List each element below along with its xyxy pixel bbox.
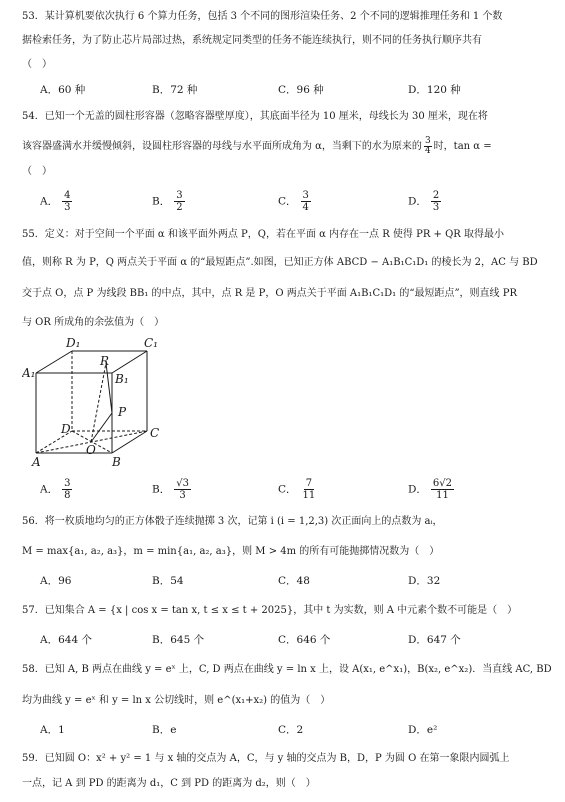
q56-option-a: A．96 xyxy=(40,575,72,587)
label-d: D xyxy=(61,422,71,436)
q53-option-c: C．96 种 xyxy=(278,84,324,96)
q54-text-line1: 54．已知一个无盖的圆柱形容器（忽略容器壁厚度），其底面半径为 10 厘米，母线长为 30 厘米，现在将 xyxy=(22,111,488,122)
q58-option-d: D．e² xyxy=(408,724,438,736)
label-c: C xyxy=(150,426,160,440)
label-r: R xyxy=(100,354,110,368)
q54-option-b: B． $\frac{3}{2}$ xyxy=(152,190,183,213)
q55-option-d: D． $\frac{6√2}{11}$ xyxy=(408,478,453,501)
label-b1: B₁ xyxy=(115,372,129,386)
q57-text-line1: 57．已知集合 A = {x | cos x = tan x, t ≤ x ≤ t + 2025}，其中 t 为实数，则 A 中元素个数不可能是（ ） xyxy=(22,605,518,616)
q58-option-c: C．2 xyxy=(278,724,304,736)
q58-option-a: A．1 xyxy=(40,724,65,736)
q54-line2-part1: 该容器盛满水并缓慢倾斜，设圆柱形容器的母线与水平面所成角为 α，当剩下的水为原来的 xyxy=(22,141,422,152)
q56-option-d: D．32 xyxy=(408,575,441,587)
segment-po xyxy=(91,413,112,442)
q56-text-line2: M = max{a₁, a₂, a₃}，m = min{a₁, a₂, a₃}，则 M > 4m 的所有可能抛掷情况数为（ ） xyxy=(22,546,440,557)
label-a: A xyxy=(32,455,41,469)
q53-option-b: B．72 种 xyxy=(152,84,198,96)
q53-option-d: D．120 种 xyxy=(408,84,461,96)
q56-option-c: C．48 xyxy=(278,575,310,587)
q56-option-b: B．54 xyxy=(152,575,184,587)
q54-option-c: C． $\frac{3}{4}$ xyxy=(278,190,309,213)
q54-paren: （ ） xyxy=(22,166,52,177)
q53-paren: （ ） xyxy=(22,59,52,70)
label-o: O xyxy=(86,443,96,457)
q57-option-c: C．646 个 xyxy=(278,634,331,646)
q59-text-line2: 一点，记 A 到 PD 的距离为 d₁，C 到 PD 的距离为 d₂，则（ ） xyxy=(22,778,316,789)
edge-a1d1 xyxy=(36,351,72,373)
q58-text-line2: 均为曲线 y = eˣ 和 y = ln x 公切线时，则 e^(x₁+x₂) 的值为（ ） xyxy=(22,695,331,706)
cube-figure xyxy=(22,335,172,470)
q59-text-line1: 59．已知圆 O：x² + y² = 1 与 x 轴的交点为 A，C，与 y 轴的交点为 B，D，P 为圆 O 在第一象限内圆弧上 xyxy=(22,753,510,764)
q55-text-line1: 55．定义：对于空间一个平面 α 和该平面外两点 P，Q，若在平面 α 内存在一点 R 使得 PR + QR 取得最小 xyxy=(22,229,505,240)
q55-text-line4: 与 OR 所成角的余弦值为（ ） xyxy=(22,317,165,328)
q53-option-a: A．60 种 xyxy=(40,84,86,96)
q53-text-line1: 53．某计算机要依次执行 6 个算力任务，包括 3 个不同的图形渲染任务、2 个不同的逻辑推理任务和 1 个数 xyxy=(22,11,503,22)
q55-option-a: A． $\frac{3}{8}$ xyxy=(40,478,71,501)
q55-option-c: C． $\frac{7}{11}$ xyxy=(278,478,316,501)
q55-option-b: B． $\frac{√3}{3}$ xyxy=(152,478,189,501)
q58-text-line1: 58．已知 A, B 两点在曲线 y = eˣ 上，C, D 两点在曲线 y = ln x 上，设 A(x₁, e^x₁)，B(x₂, e^x₂)．当直线 AC, BD xyxy=(22,664,552,675)
q55-text-line3: 交于点 O，点 P 为线段 BB₁ 的中点，其中，点 R 是 P，O 两点关于平面 A₁B₁C₁D₁ 的“最短距点”，则直线 PR xyxy=(22,288,517,299)
q53-text-line2: 据检索任务，为了防止芯片局部过热，系统规定同类型的任务不能连续执行，则不同的任务执行顺序共有 xyxy=(22,35,482,46)
edge-b1c1 xyxy=(112,351,147,373)
q56-text-line1: 56．将一枚质地均匀的正方体骰子连续抛掷 3 次，记第 i (i = 1,2,3) 次正面向上的点数为 aᵢ， xyxy=(22,516,443,527)
q57-option-a: A．644 个 xyxy=(40,634,92,646)
q57-option-b: B．645 个 xyxy=(152,634,205,646)
label-b: B xyxy=(112,455,121,469)
q54-text-line2 xyxy=(22,136,547,158)
q54-line2-part2: 时，tan α = xyxy=(433,141,492,152)
label-d1: D₁ xyxy=(66,336,81,350)
q54-inline-fraction: $\frac{3}{4}$ xyxy=(424,136,431,156)
label-c1: C₁ xyxy=(144,336,158,350)
segment-or-hidden xyxy=(91,363,106,442)
q54-option-d: D． $\frac{2}{3}$ xyxy=(408,190,440,213)
q58-option-b: B．e xyxy=(152,724,177,736)
q55-text-line2: 值，则称 R 为 P，Q 两点关于平面 α 的“最短距点”.如图，已知正方体 ABCD − A₁B₁C₁D₁ 的棱长为 2，AC 与 BD xyxy=(22,257,538,268)
label-p: P xyxy=(118,405,127,419)
label-a1: A₁ xyxy=(22,366,36,380)
q57-option-d: D．647 个 xyxy=(408,634,461,646)
q54-option-a: A． $\frac{4}{3}$ xyxy=(40,190,71,213)
segment-pr xyxy=(106,363,112,413)
